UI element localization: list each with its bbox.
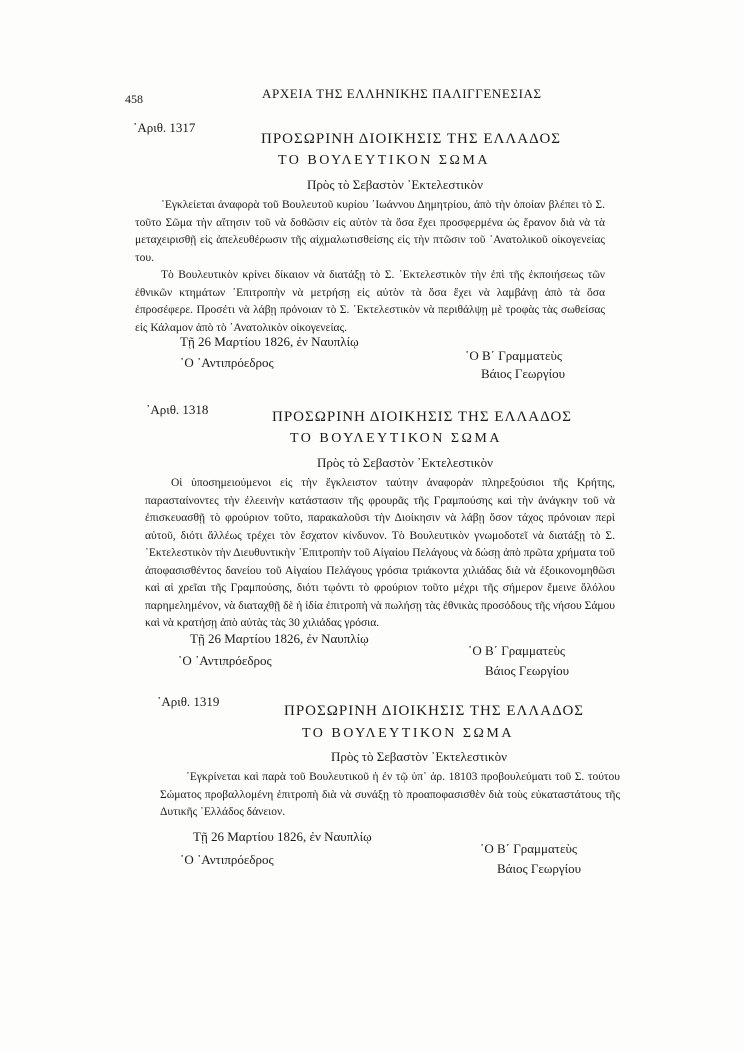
running-title: ΑΡΧΕΙΑ ΤΗΣ ΕΛΛΗΝΙΚΗΣ ΠΑΛΙΓΓΕΝΕΣΙΑΣ — [262, 86, 542, 101]
issuing-body: ΤΟ ΒΟΥΛΕΥΤΙΚΟΝ ΣΩΜΑ — [302, 726, 514, 741]
vice-president-signature: ῾Ο ᾽Αντιπρόεδρος — [178, 653, 272, 668]
document-text — [135, 197, 605, 337]
issuing-body: ΤΟ ΒΟΥΛΕΥΤΙΚΟΝ ΣΩΜΑ — [278, 153, 490, 168]
page-number: 458 — [125, 92, 143, 106]
secretary-name: Βάιος Γεωργίου — [481, 366, 566, 381]
document-number: ᾽Αριθ. 1317 — [133, 120, 196, 135]
paragraph: Τὸ Βουλευτικὸν κρίνει δίκαιον νὰ διατάξῃ τὸ Σ. ᾽Εκτελεστικὸν τὴν ἐπὶ τῆς ἐκποιήσεως τῶν ἐθνικῶν κτημάτων ᾽Επιτροπὴν νὰ μετρήσῃ εἰς αὐτὸν τὰ ὅσα ἔχει νὰ λαμβάνῃ ἀπὸ τὰ ὅσα ἐπροσέφερε. Προσέτι νὰ λάβῃ πρόνοιαν τὸ Σ. ᾽Εκτελεστικὸν νὰ περιθάλψῃ μὲ τροφὰς τὰς σωθείσας εἰς Κάλαμον ἀπὸ τὸ ᾽Ανατολικὸν οἰκογενείας. — [135, 269, 605, 334]
addressee: Πρὸς τὸ Σεβαστὸν ᾽Εκτελεστικὸν — [317, 455, 493, 470]
document-date: Τῇ 26 Μαρτίου 1826, ἐν Ναυπλίῳ — [193, 829, 372, 844]
authority-heading: ΠΡΟΣΩΡΙΝΗ ΔΙΟΙΚΗΣΙΣ ΤΗΣ ΕΛΛΑΔΟΣ — [272, 409, 573, 425]
vice-president-signature: ῾Ο ᾽Αντιπρόεδρος — [180, 355, 274, 370]
secretary-title: ῾Ο Β΄ Γραμματεὺς — [468, 643, 566, 658]
authority-heading: ΠΡΟΣΩΡΙΝΗ ΔΙΟΙΚΗΣΙΣ ΤΗΣ ΕΛΛΑΔΟΣ — [284, 703, 585, 719]
document-text — [160, 769, 620, 822]
addressee: Πρὸς τὸ Σεβαστὸν ᾽Εκτελεστικὸν — [331, 749, 507, 764]
addressee: Πρὸς τὸ Σεβαστὸν ᾽Εκτελεστικὸν — [307, 177, 483, 192]
document-number: ᾽Αριθ. 1318 — [146, 402, 209, 417]
document-text — [145, 475, 615, 633]
paragraph: ᾽Εγκρίνεται καὶ παρὰ τοῦ Βουλευτικοῦ ἡ ἐν τῷ ὑπ᾽ ἀρ. 18103 προβουλεύματι τοῦ Σ. τούτου Σώματος προβαλλομένη ἐπιτροπὴ διὰ νὰ συνάξῃ τὸ προαποφασισθὲν διὰ τοὺς εὐκαταστάτους τῆς Δυτικῆς ᾽Ελλάδος δάνειον. — [160, 771, 620, 818]
paragraph: Οἱ ὑποσημειούμενοι εἰς τὴν ἔγκλειστον ταύτην ἀναφορὰν πληρεξούσιοι τῆς Κρήτης, παρασταίνοντες τὴν ἐλεεινὴν κατάστασιν τῆς φρουρᾶς τῆς Γραμπούσης καὶ τὴν ἀνάγκην τοῦ νὰ ἐπισκευασθῇ τὸ φρούριον τοῦτο, παρακαλοῦσι τὴν Διοίκησιν νὰ λάβῃ ὅσον τάχος πρόνοιαν περὶ αὐτοῦ, διότι ἄλλέως τρέχει τὸν ἔσχατον κίνδυνον. Τὸ Βουλευτικὸν γνωμοδοτεῖ νὰ διατάξῃ τὸ Σ. ᾽Εκτελεστικὸν τὴν Διευθυντικὴν ᾽Επιτροπὴν τοῦ Αἰγαίου Πελάγους νὰ δώσῃ ἀπὸ πρῶτα χρήματα τοῦ ἀποφασισθέντος δανείου τοῦ Αἰγαίου Πελάγους γρόσια τριάκοντα χιλιάδας διὰ νὰ ἐξοικονομηθῶσι καὶ αἱ χρεῖαι τῆς Γραμπούσης, διότι τῳόντι τὸ φρούριον τοῦτο μέχρι τῆς σήμερον ἔμεινε ὅλόλου παρημελημένον, νὰ διαταχθῇ δὲ ἡ ἰδία ἐπιτροπὴ νὰ πωλήσῃ τὰς ἐθνικὰς προσόδους τῆς νήσου Σάμου καὶ νὰ κρατήσῃ ἀπὸ αὐτὰς τὰς 30 χιλιάδας γρόσια. — [145, 477, 615, 629]
secretary-name: Βάιος Γεωργίου — [485, 663, 570, 678]
document-date: Τῇ 26 Μαρτίου 1826, ἐν Ναυπλίῳ — [180, 334, 359, 349]
paragraph: ᾽Εγκλείεται ἀναφορὰ τοῦ Βουλευτοῦ κυρίου ᾽Ιωάννου Δημητρίου, ἀπὸ τὴν ὁποίαν βλέπει τὸ Σ. τοῦτο Σῶμα τὴν αἴτησιν τοῦ νὰ δοθῶσιν εἰς αὐτὸν τὰ ὅσα ἔχει προσφερμένα ὡς ἔρανον διὰ νὰ τὰ μεταχειρισθῇ εἰς ἀπελευθέρωσιν τῆς αἰχμαλωτισθείσης εἰς τὴν πτῶσιν τοῦ ᾽Ανατολικοῦ οἰκογενείας του. — [135, 199, 605, 264]
vice-president-signature: ῾Ο ᾽Αντιπρόεδρος — [180, 852, 274, 867]
document-number: ᾽Αριθ. 1319 — [157, 694, 220, 709]
secretary-name: Βάιος Γεωργίου — [497, 861, 582, 876]
issuing-body: ΤΟ ΒΟΥΛΕΥΤΙΚΟΝ ΣΩΜΑ — [290, 431, 502, 446]
secretary-title: ῾Ο Β΄ Γραμματεὺς — [480, 841, 578, 856]
authority-heading: ΠΡΟΣΩΡΙΝΗ ΔΙΟΙΚΗΣΙΣ ΤΗΣ ΕΛΛΑΔΟΣ — [261, 131, 562, 147]
secretary-title: ῾Ο Β΄ Γραμματεὺς — [465, 348, 563, 363]
document-date: Τῇ 26 Μαρτίου 1826, ἐν Ναυπλίῳ — [190, 631, 369, 646]
